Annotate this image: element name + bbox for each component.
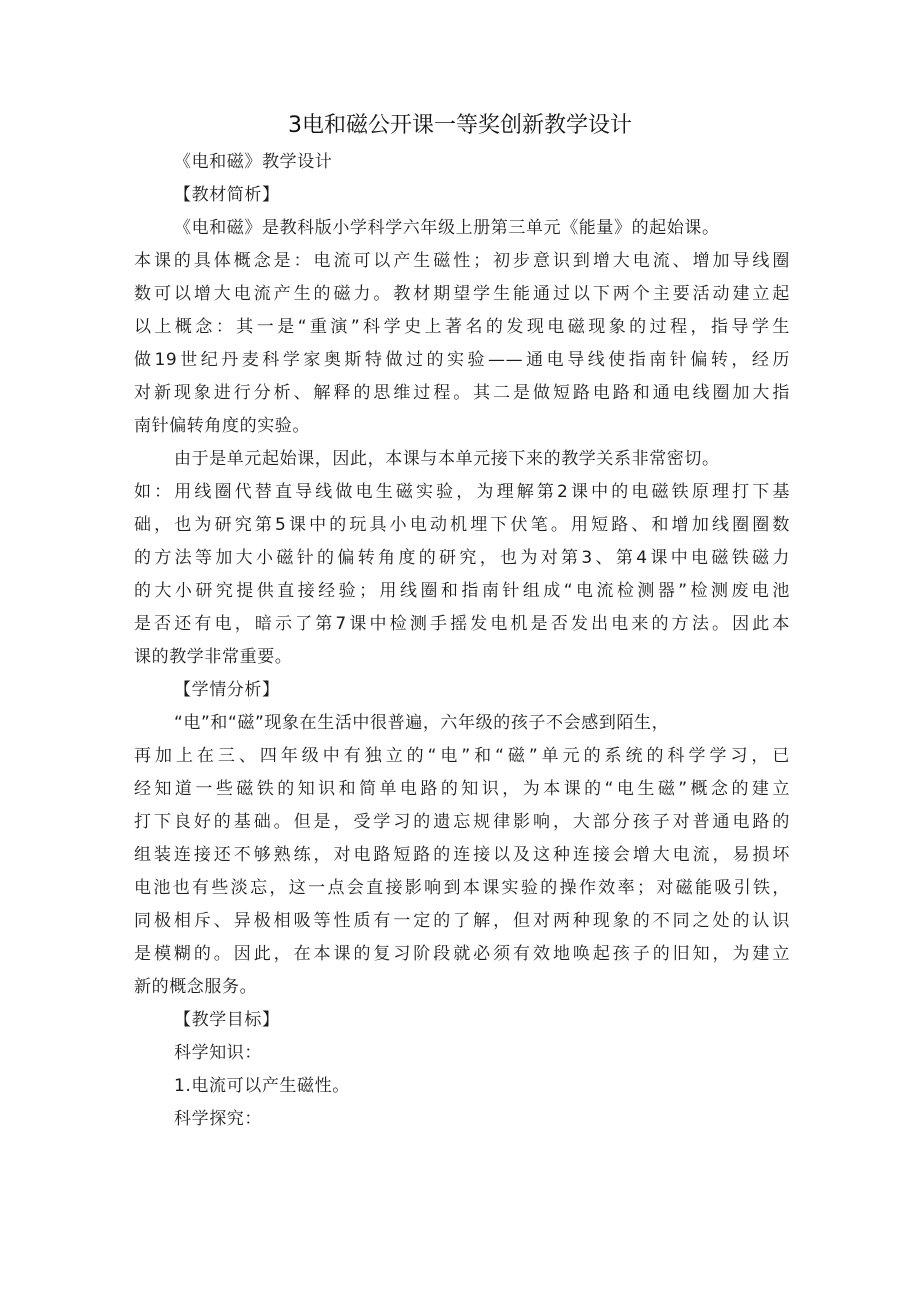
paragraph-line: 如：用线圈代替直导线做电生磁实验，为理解第2课中的电磁铁原理打下基: [134, 482, 790, 502]
paragraph-line: 是模糊的。因此，在本课的复习阶段就必须有效地唤起孩子的旧知，为建立: [134, 944, 790, 964]
paragraph-line: 同极相斥、异极相吸等性质有一定的了解，但对两种现象的不同之处的认识: [134, 911, 790, 931]
document-body: [134, 146, 790, 1136]
paragraph-line: 对新现象进行分析、解释的思维过程。其二是做短路电路和通电线圈加大指: [134, 383, 790, 403]
paragraph-line: 打下良好的基础。但是，受学习的遗忘规律影响，大部分孩子对普通电路的: [134, 812, 790, 832]
paragraph-line: 以上概念：其一是“重演”科学史上著名的发现电磁现象的过程，指导学生: [134, 317, 790, 337]
paragraph-line: 本课的具体概念是：电流可以产生磁性；初步意识到增大电流、增加导线圈: [134, 251, 790, 271]
knowledge-item: 1.电流可以产生磁性。: [174, 1076, 350, 1096]
paragraph-line: 由于是单元起始课，因此，本课与本单元接下来的教学关系非常密切。: [174, 449, 720, 469]
knowledge-label: 科学知识：: [174, 1043, 262, 1063]
paragraph-line: 数可以增大电流产生的磁力。教材期望学生能通过以下两个主要活动建立起: [134, 284, 790, 304]
paragraph-line: 电池也有些淡忘，这一点会直接影响到本课实验的操作效率；对磁能吸引铁，: [134, 878, 790, 898]
paragraph-line: 再加上在三、四年级中有独立的“电”和“磁”单元的系统的科学学习，已: [134, 746, 790, 766]
paragraph-line: “电”和“磁”现象在生活中很普遍，六年级的孩子不会感到陌生，: [174, 713, 670, 733]
inquiry-label: 科学探究：: [174, 1109, 262, 1129]
document-title: 3电和磁公开课一等奖创新教学设计: [288, 113, 632, 138]
paragraph-line: 的方法等加大小磁针的偏转角度的研究，也为对第3、第4课中电磁铁磁力: [134, 548, 790, 568]
section-heading-goals: 【教学目标】: [174, 1010, 280, 1030]
paragraph-line: 新的概念服务。: [134, 977, 258, 997]
paragraph-line: 的大小研究提供直接经验；用线圈和指南针组成“电流检测器”检测废电池: [134, 581, 790, 601]
paragraph-line: 做19世纪丹麦科学家奥斯特做过的实验——通电导线使指南针偏转，经历: [134, 350, 790, 370]
section-heading-material: 【教材简析】: [174, 185, 280, 205]
paragraph-line: 《电和磁》是教科版小学科学六年级上册第三单元《能量》的起始课。: [174, 218, 720, 238]
paragraph-line: 南针偏转角度的实验。: [134, 416, 310, 436]
paragraph-line: 课的教学非常重要。: [134, 647, 293, 667]
paragraph-line: 是否还有电，暗示了第7课中检测手摇发电机是否发出电来的方法。因此本: [134, 614, 790, 634]
subtitle: 《电和磁》教学设计: [174, 152, 333, 172]
paragraph-line: 础，也为研究第5课中的玩具小电动机埋下伏笔。用短路、和增加线圈圈数: [134, 515, 790, 535]
paragraph-line: 组装连接还不够熟练，对电路短路的连接以及这种连接会增大电流，易损坏: [134, 845, 790, 865]
section-heading-learner: 【学情分析】: [174, 680, 280, 700]
paragraph-line: 经知道一些磁铁的知识和简单电路的知识，为本课的“电生磁”概念的建立: [134, 779, 790, 799]
